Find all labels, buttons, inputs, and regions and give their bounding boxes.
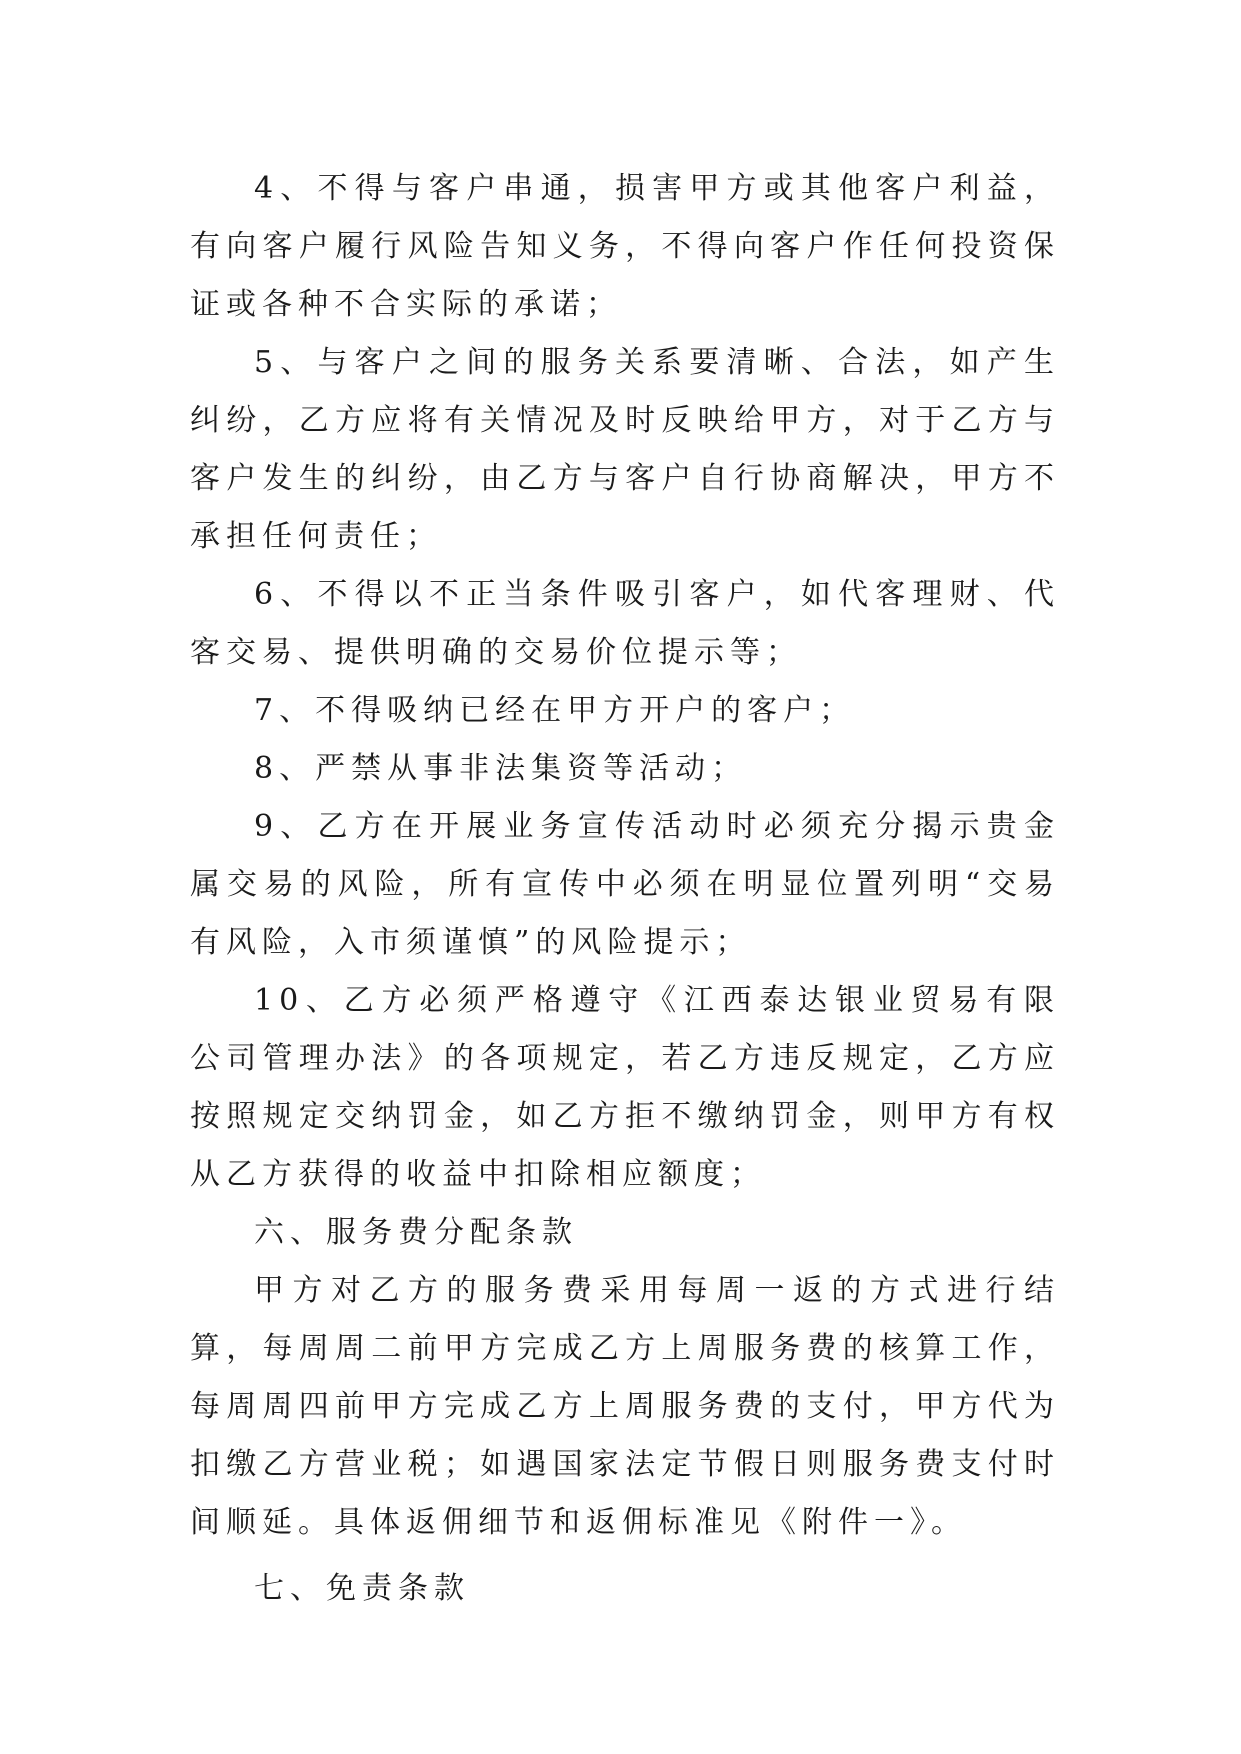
clause-7: 7、不得吸纳已经在甲方开户的客户； bbox=[254, 693, 856, 728]
clause-8: 8、严禁从事非法集资等活动； bbox=[254, 751, 748, 786]
section-seven-heading: 七、免责条款 bbox=[254, 1571, 470, 1606]
clause-10: 10、乙方必须严格遵守《江西泰达银业贸易有限公司管理办法》的各项规定，若乙方违反规定，乙方应按照规定交纳罚金，如乙方拒不缴纳罚金，则甲方有权从乙方获得的收益中扣除相应额度； bbox=[190, 983, 1060, 1192]
clause-4: 4、不得与客户串通，损害甲方或其他客户利益，有向客户履行风险告知义务，不得向客户作任何投资保证或各种不合实际的承诺； bbox=[190, 171, 1060, 322]
section-six-body: 甲方对乙方的服务费采用每周一返的方式进行结算，每周周二前甲方完成乙方上周服务费的核算工作，每周周四前甲方完成乙方上周服务费的支付，甲方代为扣缴乙方营业税；如遇国家法定节假日则服务费支付时间顺延。具体返佣细节和返佣标准见《附件一》。 bbox=[190, 1273, 1060, 1540]
section-six-heading: 六、服务费分配条款 bbox=[254, 1215, 578, 1250]
clause-9: 9、乙方在开展业务宣传活动时必须充分揭示贵金属交易的风险，所有宣传中必须在明显位置列明“交易有风险，入市须谨慎”的风险提示； bbox=[190, 809, 1060, 960]
clause-5: 5、与客户之间的服务关系要清晰、合法，如产生纠纷，乙方应将有关情况及时反映给甲方，对于乙方与客户发生的纠纷，由乙方与客户自行协商解决，甲方不承担任何责任； bbox=[190, 345, 1060, 554]
clause-6: 6、不得以不正当条件吸引客户，如代客理财、代客交易、提供明确的交易价位提示等； bbox=[190, 577, 1060, 670]
document-page bbox=[190, 160, 1060, 1618]
